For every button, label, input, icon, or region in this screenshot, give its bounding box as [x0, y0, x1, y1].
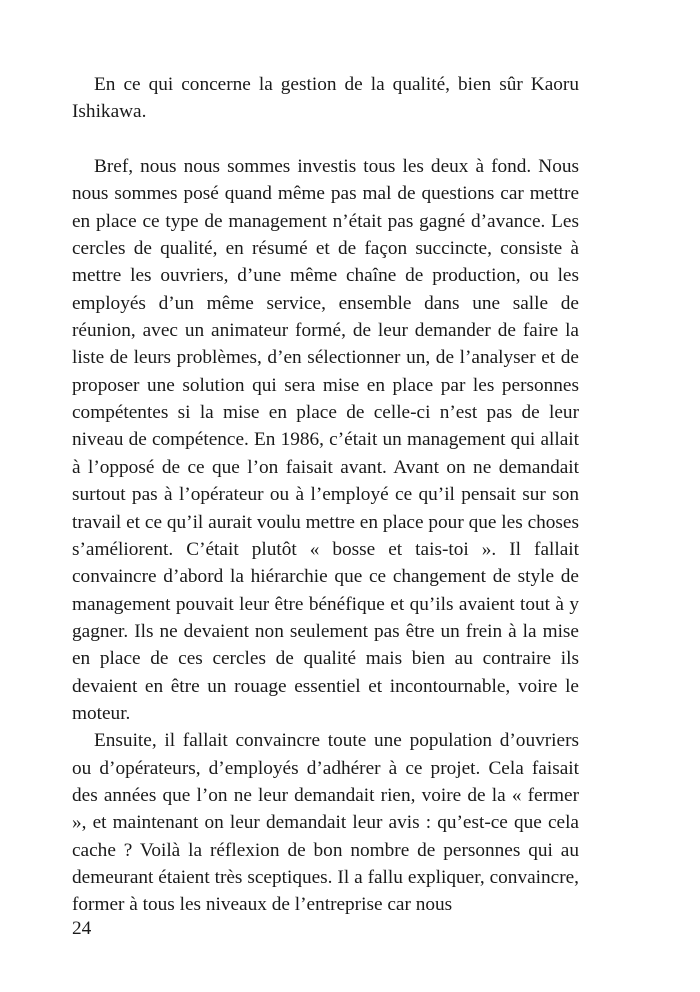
paragraph-convincing-workers: Ensuite, il fallait convaincre toute une population d’ouvriers ou d’opérateurs, d’employés d’adhérer à ce projet. Cela faisait des années que l’on ne leur demandait rien, voire de la « fermer », et maintenant on leur demandait leur avis : qu’est-ce que cela cache ? Voilà la réflexion de bon nombre de personnes qui au demeurant étaient très sceptiques. Il a fallu expliquer, convaincre, former à tous les niveaux de l’entreprise car nous	[72, 730, 579, 916]
paragraph-quality-management: En ce qui concerne la gestion de la qualité, bien sûr Kaoru Ishikawa.	[72, 74, 579, 123]
page-number: 24	[72, 918, 92, 939]
paragraph-quality-circles: Bref, nous nous sommes investis tous les deux à fond. Nous nous sommes posé quand même pas mal de questions car mettre en place ce type de management n’était pas gagné d’avance. Les cercles de qualité, en résumé et de façon succincte, consiste à mettre les ouvriers, d’une même chaîne de production, ou les employés d’un même service, ensemble dans une salle de réunion, avec un animateur formé, de leur demander de faire la liste de leurs problèmes, d’en sélectionner un, de l’analyser et de proposer une solution qui sera mise en place par les personnes compétentes si la mise en place de celle-ci n’est pas de leur niveau de compétence. En 1986, c’était un management qui allait à l’opposé de ce que l’on faisait avant. Avant on ne demandait surtout pas à l’opérateur ou à l’employé ce qu’il pensait sur son travail et ce qu’il aurait voulu mettre en place pour que les choses s’améliorent. C’était plutôt « bosse et tais-toi ». Il fallait convaincre d’abord la hiérarchie que ce changement de style de management pouvait leur être bénéfique et qu’ils avaient tout à y gagner. Ils ne devaient non seulement pas être un frein à la mise en place de ces cercles de qualité mais bien au contraire ils devaient en être un rouage essentiel et incontournable, voire le moteur.	[72, 156, 579, 724]
page-body	[72, 71, 579, 919]
